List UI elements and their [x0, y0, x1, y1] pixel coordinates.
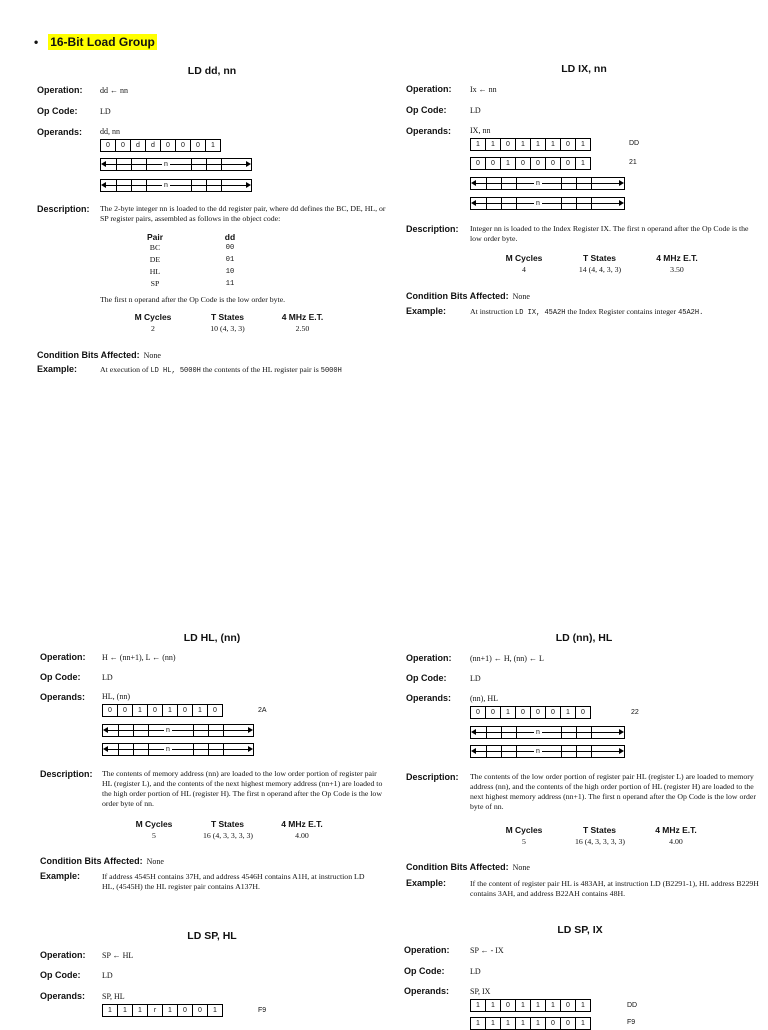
- ld-ix-nn-title: LD IX, nn: [561, 63, 607, 75]
- bit-cell: 1: [103, 1005, 118, 1017]
- example-text: [100, 365, 400, 376]
- example-code: LD IX, 45A2H: [515, 309, 566, 317]
- bit-cell: d: [131, 140, 146, 152]
- bit-cell: 0: [176, 140, 191, 152]
- description-label: Description:: [406, 772, 459, 782]
- bit-cell: 0: [148, 705, 163, 717]
- example-text: If address 4545H contains 37H, and address 4546H contains A1H, at instruction LD HL, (4545H) the HL register pair contains A137H.: [102, 872, 365, 891]
- bit-cell: 1: [486, 139, 501, 151]
- operation-value: SP ← - IX: [470, 946, 504, 955]
- operands-value: SP, HL: [102, 992, 125, 1001]
- arrow-right-icon: [246, 182, 251, 188]
- example-label: Example:: [406, 306, 447, 316]
- example-label: Example:: [37, 364, 78, 374]
- example-part: At instruction: [470, 307, 516, 316]
- opcode-value: LD: [470, 967, 481, 976]
- bit-cell: 1: [471, 1018, 486, 1030]
- arrow-left-icon: [103, 746, 108, 752]
- hex-code: DD: [629, 140, 640, 147]
- condition-label: Condition Bits Affected:: [406, 291, 509, 301]
- bit-cell: r: [148, 1005, 163, 1017]
- operation-value: H ← (nn+1), L ← (nn): [102, 653, 176, 662]
- m-cycles-value: 5: [522, 837, 526, 846]
- operand-n: n: [536, 180, 540, 187]
- et-value: 2.50: [295, 324, 310, 333]
- operand-n: n: [536, 200, 540, 207]
- bit-cell: 0: [486, 158, 501, 170]
- operand-n-row: [470, 197, 625, 210]
- bit-cell: 0: [471, 158, 486, 170]
- bit-cell: 0: [501, 139, 516, 151]
- bit-cell: 0: [546, 1018, 561, 1030]
- bit-cell: 1: [206, 140, 221, 152]
- operand-n: n: [166, 727, 170, 734]
- operands-value: HL, (nn): [102, 692, 130, 701]
- opcode-value: LD: [470, 106, 481, 115]
- operand-n-row: [100, 158, 252, 171]
- t-states-header: T States: [210, 312, 245, 322]
- condition-value: None: [146, 857, 164, 866]
- bit-cell: 0: [501, 1000, 516, 1012]
- bit-cell: 0: [116, 140, 131, 152]
- condition-value: None: [143, 351, 161, 360]
- t-states-value: 14 (4, 4, 3, 3): [578, 265, 622, 274]
- et-header: 4 MHz E.T.: [281, 312, 324, 322]
- ld-hl-nn-title: LD HL, (nn): [183, 632, 241, 644]
- bit-cell: 1: [516, 139, 531, 151]
- example-code: 45A2H.: [678, 309, 704, 317]
- ld-nn-hl-title: LD (nn), HL: [555, 632, 613, 644]
- arrow-left-icon: [471, 180, 476, 186]
- bit-cell: 0: [561, 1018, 576, 1030]
- t-states-header: T States: [210, 819, 245, 829]
- bit-cell: 1: [501, 707, 516, 719]
- example-label: Example:: [406, 878, 447, 888]
- arrow-right-icon: [619, 200, 624, 206]
- operands-label: Operands:: [40, 692, 86, 702]
- operand-n: n: [536, 729, 540, 736]
- hex-code: 21: [629, 159, 637, 166]
- bit-cell: 1: [163, 705, 178, 717]
- bit-cell: 0: [516, 707, 531, 719]
- arrow-left-icon: [103, 727, 108, 733]
- opcode-bit-grid: [470, 999, 591, 1012]
- operand-n: n: [166, 746, 170, 753]
- t-states-value: 10 (4, 3, 3): [210, 324, 245, 333]
- operands-value: IX, nn: [470, 126, 491, 135]
- opcode-bit-grid: [470, 138, 591, 151]
- bit-cell: 1: [561, 707, 576, 719]
- condition-bits-row: [37, 345, 161, 363]
- m-cycles-value: 4: [522, 265, 526, 274]
- bit-cell: 0: [531, 707, 546, 719]
- operand-n-row: [470, 726, 625, 739]
- bit-cell: 1: [501, 1018, 516, 1030]
- bit-cell: 1: [546, 139, 561, 151]
- operation-label: Operation:: [40, 652, 86, 662]
- bit-cell: 1: [471, 139, 486, 151]
- arrow-right-icon: [619, 729, 624, 735]
- condition-value: None: [512, 292, 530, 301]
- bit-cell: 1: [163, 1005, 178, 1017]
- bit-cell: 1: [516, 1018, 531, 1030]
- bit-cell: 1: [133, 705, 148, 717]
- operands-label: Operands:: [40, 991, 86, 1001]
- pair-cell: HL: [149, 267, 161, 276]
- example-code: LD HL, 5000H: [150, 367, 201, 375]
- t-states-value: 16 (4, 3, 3, 3, 3): [202, 831, 254, 840]
- t-states-header: T States: [582, 825, 617, 835]
- example-text: If the content of register pair HL is 483AH, at instruction LD (B2291-1), HL address B229H contains 3AH, and address B22AH contains 48H.: [470, 879, 759, 898]
- bit-cell: 1: [208, 1005, 223, 1017]
- et-header: 4 MHz E.T.: [281, 819, 323, 829]
- et-header: 4 MHz E.T.: [655, 825, 697, 835]
- opcode-label: Op Code:: [40, 970, 81, 980]
- condition-label: Condition Bits Affected:: [37, 350, 140, 360]
- arrow-right-icon: [248, 727, 253, 733]
- bit-cell: 0: [178, 1005, 193, 1017]
- description-text: The 2-byte integer nn is loaded to the dd register pair, where dd defines the BC, DE, HL, or SP register pairs, assembled as follows in the object code:: [100, 204, 386, 223]
- hex-code: DD: [627, 1002, 638, 1009]
- opcode-bit-grid: [102, 704, 223, 717]
- opcode-label: Op Code:: [406, 673, 447, 683]
- operand-n: n: [536, 748, 540, 755]
- operand-n: n: [164, 182, 168, 189]
- dd-cell: 00: [225, 244, 235, 252]
- ld-sp-ix-title: LD SP, IX: [557, 924, 603, 936]
- arrow-left-icon: [101, 182, 106, 188]
- operation-label: Operation:: [37, 85, 83, 95]
- operand-n-row: [470, 177, 625, 190]
- arrow-left-icon: [101, 161, 106, 167]
- operation-label: Operation:: [406, 653, 452, 663]
- operands-value: SP, IX: [470, 987, 491, 996]
- m-cycles-header: M Cycles: [505, 253, 543, 263]
- bit-cell: d: [146, 140, 161, 152]
- arrow-right-icon: [619, 180, 624, 186]
- opcode-bit-grid: [470, 706, 591, 719]
- operation-label: Operation:: [40, 950, 86, 960]
- bit-cell: 1: [531, 1000, 546, 1012]
- opcode-bit-grid: [470, 157, 591, 170]
- arrow-right-icon: [246, 161, 251, 167]
- hex-code: F9: [258, 1007, 267, 1014]
- example-part: the Index Register contains integer: [565, 307, 679, 316]
- operation-label: Operation:: [404, 945, 450, 955]
- description-label: Description:: [40, 769, 93, 779]
- condition-bits-row: [40, 851, 164, 869]
- m-cycles-header: M Cycles: [134, 312, 172, 322]
- description-text: The contents of the low order portion of register pair HL (register L) are loaded to memory address (nn), and the contents of the high order portion of HL (register H) are loaded to the next highest memory address (nn+1). The first n operand after the Op Code is the low order byte of nn.: [470, 772, 756, 811]
- bit-cell: 1: [546, 1000, 561, 1012]
- bit-cell: 1: [516, 1000, 531, 1012]
- opcode-bit-grid: [102, 1004, 223, 1017]
- operands-label: Operands:: [406, 126, 452, 136]
- bit-cell: 0: [561, 158, 576, 170]
- bit-cell: 0: [103, 705, 118, 717]
- opcode-value: LD: [100, 107, 111, 116]
- bit-cell: 1: [118, 1005, 133, 1017]
- hex-code: 22: [631, 709, 639, 716]
- condition-label: Condition Bits Affected:: [40, 856, 143, 866]
- condition-label: Condition Bits Affected:: [406, 862, 509, 872]
- operand-n-row: [102, 743, 254, 756]
- example-part: At execution of: [100, 365, 151, 374]
- ld-sp-hl-title: LD SP, HL: [187, 930, 237, 942]
- bit-cell: 1: [576, 1000, 591, 1012]
- operand-n-row: [102, 724, 254, 737]
- operands-label: Operands:: [404, 986, 450, 996]
- bit-cell: 0: [546, 707, 561, 719]
- et-value: 4.00: [669, 837, 683, 846]
- section-heading: [34, 35, 157, 49]
- description-text: The contents of memory address (nn) are loaded to the low order portion of register pair HL (register L), and the contents of the next highest memory address (nn+1) are loaded to the high order portion of HL (register H). The first n operand after the Op Code is the low order byte of nn.: [102, 769, 383, 808]
- opcode-label: Op Code:: [404, 966, 445, 976]
- description-text: Integer nn is loaded to the Index Register IX. The first n operand after the Op Code is the low order byte.: [470, 224, 749, 243]
- arrow-right-icon: [619, 748, 624, 754]
- et-value: 3.50: [670, 265, 684, 274]
- example-code: 5000H: [320, 367, 342, 375]
- bit-cell: 1: [486, 1018, 501, 1030]
- example-label: Example:: [40, 871, 81, 881]
- operands-value: dd, nn: [100, 127, 120, 136]
- operands-label: Operands:: [37, 127, 83, 137]
- description-label: Description:: [406, 224, 459, 234]
- operands-value: (nn), HL: [470, 694, 498, 703]
- arrow-left-icon: [471, 729, 476, 735]
- pair-cell: BC: [149, 243, 161, 252]
- note-text: The first n operand after the Op Code is the low order byte.: [100, 295, 286, 304]
- m-cycles-value: 2: [151, 324, 155, 333]
- bit-cell: 0: [193, 1005, 208, 1017]
- t-states-value: 16 (4, 3, 3, 3, 3): [574, 837, 626, 846]
- operation-label: Operation:: [406, 84, 452, 94]
- dd-header: dd: [224, 232, 236, 242]
- pair-cell: DE: [149, 255, 161, 264]
- bit-cell: 1: [576, 139, 591, 151]
- bit-cell: 0: [208, 705, 223, 717]
- operands-label: Operands:: [406, 693, 452, 703]
- opcode-label: Op Code:: [37, 106, 78, 116]
- bit-cell: 0: [101, 140, 116, 152]
- hex-code: 2A: [258, 707, 267, 714]
- pair-cell: SP: [150, 279, 160, 288]
- bit-cell: 1: [193, 705, 208, 717]
- bit-cell: 0: [118, 705, 133, 717]
- bit-cell: 0: [486, 707, 501, 719]
- bit-cell: 0: [191, 140, 206, 152]
- operand-n-row: [100, 179, 252, 192]
- bit-cell: 0: [561, 1000, 576, 1012]
- example-part: the contents of the HL register pair is: [200, 365, 321, 374]
- bit-cell: 0: [178, 705, 193, 717]
- condition-value: None: [512, 863, 530, 872]
- opcode-value: LD: [470, 674, 481, 683]
- bit-cell: 0: [471, 707, 486, 719]
- bit-cell: 1: [133, 1005, 148, 1017]
- bit-cell: 0: [576, 707, 591, 719]
- example-text: [470, 307, 765, 318]
- section-heading-text: 16-Bit Load Group: [50, 35, 155, 49]
- operation-value: SP ← HL: [102, 951, 134, 960]
- arrow-left-icon: [471, 748, 476, 754]
- operation-value: Ix ← nn: [470, 85, 497, 94]
- operation-value: (nn+1) ← H, (nn) ← L: [470, 654, 544, 663]
- dd-cell: 11: [225, 280, 235, 288]
- bit-cell: 1: [531, 139, 546, 151]
- bit-cell: 1: [576, 1018, 591, 1030]
- arrow-left-icon: [471, 200, 476, 206]
- dd-cell: 10: [225, 268, 235, 276]
- bit-cell: 1: [531, 1018, 546, 1030]
- opcode-bit-grid: [100, 139, 221, 152]
- arrow-right-icon: [248, 746, 253, 752]
- operand-n: n: [164, 161, 168, 168]
- opcode-label: Op Code:: [406, 105, 447, 115]
- opcode-value: LD: [102, 673, 113, 682]
- dd-cell: 01: [225, 256, 235, 264]
- bit-cell: 0: [516, 158, 531, 170]
- operation-value: dd ← nn: [100, 86, 128, 95]
- condition-bits-row: [406, 286, 530, 304]
- bit-cell: 1: [471, 1000, 486, 1012]
- condition-bits-row: [406, 857, 530, 875]
- bit-cell: 0: [161, 140, 176, 152]
- description-label: Description:: [37, 204, 90, 214]
- t-states-header: T States: [582, 253, 617, 263]
- bit-cell: 0: [546, 158, 561, 170]
- opcode-label: Op Code:: [40, 672, 81, 682]
- et-value: 4.00: [295, 831, 309, 840]
- operand-n-row: [470, 745, 625, 758]
- bullet-icon: •: [34, 35, 39, 49]
- bit-cell: 1: [576, 158, 591, 170]
- opcode-value: LD: [102, 971, 113, 980]
- et-header: 4 MHz E.T.: [656, 253, 698, 263]
- hex-code: F9: [627, 1019, 636, 1026]
- bit-cell: 0: [561, 139, 576, 151]
- m-cycles-value: 5: [152, 831, 156, 840]
- bit-cell: 1: [486, 1000, 501, 1012]
- pair-header: Pair: [146, 232, 164, 242]
- m-cycles-header: M Cycles: [135, 819, 173, 829]
- m-cycles-header: M Cycles: [505, 825, 543, 835]
- ld-dd-nn-title: LD dd, nn: [187, 65, 237, 77]
- bit-cell: 1: [501, 158, 516, 170]
- bit-cell: 0: [531, 158, 546, 170]
